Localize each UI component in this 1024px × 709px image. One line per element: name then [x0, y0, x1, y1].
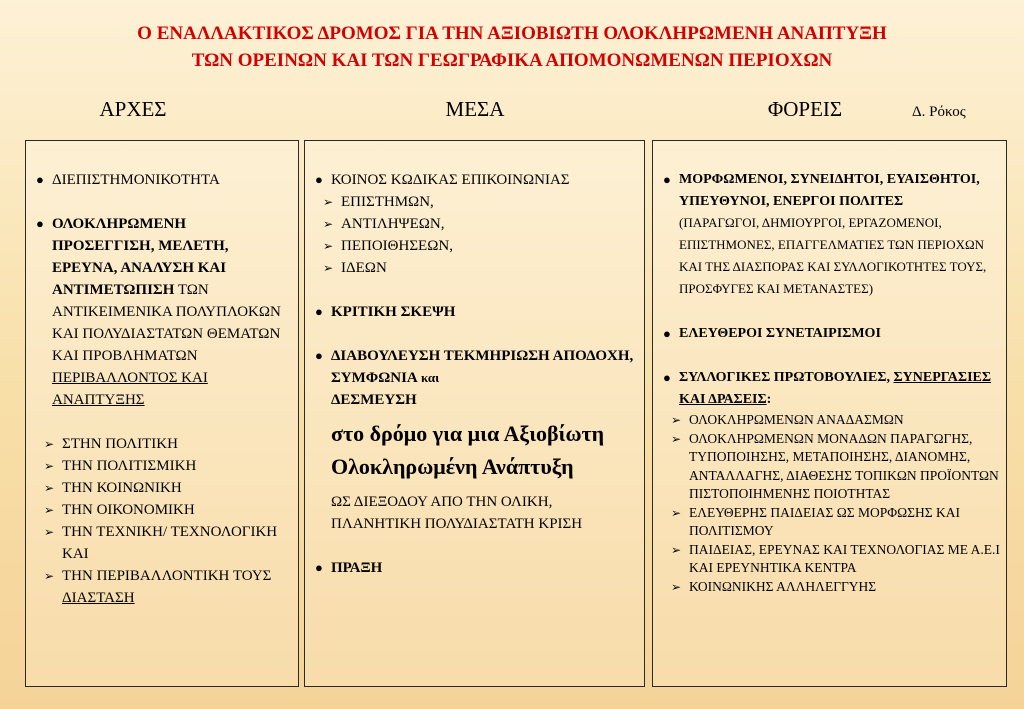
list-item: ➢ ΑΝΤΙΛΗΨΕΩΝ,: [315, 213, 638, 235]
author: Δ. Ρόκος: [912, 104, 966, 120]
page-title: [0, 20, 1024, 74]
principles-box: [25, 140, 299, 687]
list-item: ➢ ΚΟΙΝΩΝΙΚΗΣ ΑΛΛΗΛΕΓΓΥΗΣ: [663, 578, 1000, 597]
list-item: ➢ ΣΤΗΝ ΠΟΛΙΤΙΚΗ: [36, 433, 292, 455]
list-item: ● ΕΛΕΥΘΕΡΟΙ ΣΥΝΕΤΑΙΡΙΣΜΟΙ: [663, 323, 1000, 345]
means-box: [304, 140, 645, 687]
bullet-icon: ●: [663, 172, 671, 187]
list-item: ● ΠΡΑΞΗ: [315, 557, 638, 579]
arrow-bullet-icon: ➢: [323, 195, 334, 209]
list-item: ➢ ΤΗΝ ΟΙΚΟΝΟΜΙΚΗ: [36, 499, 292, 521]
list-item: ➢ ΤΗΝ ΠΟΛΙΤΙΣΜΙΚΗ: [36, 455, 292, 477]
bullet-icon: ●: [315, 304, 323, 319]
arrow-bullet-icon: ➢: [44, 503, 55, 517]
list-item: ➢ ΟΛΟΚΛΗΡΩΜΕΝΩΝ ΑΝΑΔΑΣΜΩΝ: [663, 411, 1000, 430]
bullet-icon: ●: [36, 172, 44, 187]
list-item: ➢ ΟΛΟΚΛΗΡΩΜΕΝΩΝ ΜΟΝΑΔΩΝ ΠΑΡΑΓΩΓΗΣ, ΤΥΠΟΠΟΙΗΣΗΣ, ΜΕΤΑΠΟΙΗΣΗΣ, ΔΙΑΝΟΜΗΣ, ΑΝΤΑΛΛΑΓΗΣ, ΔΙΑΘΕΣΗΣ ΤΟΠΙΚΩΝ ΠΡΟΪΟΝΤΩΝ ΠΙΣΤΟΠΟΙΗΜΕΝΗΣ ΠΟΙΟΤΗΤΑΣ: [671, 430, 999, 501]
arrow-bullet-icon: ➢: [44, 437, 55, 451]
highlight-text: στο δρόμο για μια Αξιοβίωτη Ολοκληρωμένη Ανάπτυξη: [331, 421, 605, 479]
list-item: ● ΟΛΟΚΛΗΡΩΜΕΝΗ ΠΡΟΣΕΓΓΙΣΗ, ΜΕΛΕΤΗ, ΕΡΕΥΝΑ, ΑΝΑΛΥΣΗ ΚΑΙ ΑΝΤΙΜΕΤΩΠΙΣΗ ΤΩΝ ΑΝΤΙΚΕΙΜΕΝΙΚΑ ΠΟΛΥΠΛΟΚΩΝ ΚΑΙ ΠΟΛΥΔΙΑΣΤΑΤΩΝ ΘΕΜΑΤΩΝ ΚΑΙ ΠΡΟΒΛΗΜΑΤΩΝ ΠΕΡΙΒΑΛΛΟΝΤΟΣ ΚΑΙ ΑΝΑΠΤΥΞΗΣ: [36, 213, 292, 411]
title-line-1: Ο ΕΝΑΛΛΑΚΤΙΚΟΣ ΔΡΟΜΟΣ ΓΙΑ ΤΗΝ ΑΞΙΟΒΙΩΤΗ ΟΛΟΚΛΗΡΩΜΕΝΗ ΑΝΑΠΤΥΞΗ: [137, 23, 887, 44]
arrow-bullet-icon: ➢: [44, 569, 55, 583]
arrow-bullet-icon: ➢: [323, 217, 334, 231]
arrow-bullet-icon: ➢: [44, 481, 55, 495]
arrow-bullet-icon: ➢: [671, 413, 682, 427]
note-text: ΩΣ ΔΙΕΞΟΔΟΥ ΑΠΟ ΤΗΝ ΟΛΙΚΗ, ΠΛΑΝΗΤΙΚΗ ΠΟΛΥΔΙΑΣΤΑΤΗ ΚΡΙΣΗ: [331, 494, 583, 532]
header-means: ΜΕΣΑ: [445, 97, 505, 121]
bullet-icon: ●: [315, 172, 323, 187]
list-item: ➢ ΤΗΝ ΤΕΧΝΙΚΗ/ ΤΕΧΝΟΛΟΓΙΚΗ ΚΑΙ: [36, 521, 292, 565]
header-agents: ΦΟΡΕΙΣ: [767, 97, 843, 121]
arrow-bullet-icon: ➢: [323, 261, 334, 275]
title-line-2: ΤΩΝ ΟΡΕΙΝΩΝ ΚΑΙ ΤΩΝ ΓΕΩΓΡΑΦΙΚΑ ΑΠΟΜΟΝΩΜΕΝΩΝ ΠΕΡΙΟΧΩΝ: [191, 50, 833, 71]
list-item: ● ΣΥΛΛΟΓΙΚΕΣ ΠΡΩΤΟΒΟΥΛΙΕΣ, ΣΥΝΕΡΓΑΣΙΕΣ ΚΑΙ ΔΡΑΣΕΙΣ:: [663, 367, 1000, 411]
list-item: ➢ ΠΑΙΔΕΙΑΣ, ΕΡΕΥΝΑΣ ΚΑΙ ΤΕΧΝΟΛΟΓΙΑΣ ΜΕ Α.Ε.Ι ΚΑΙ ΕΡΕΥΝΗΤΙΚΑ ΚΕΝΤΡΑ: [671, 541, 1000, 575]
arrow-bullet-icon: ➢: [671, 579, 682, 594]
bullet-icon: ●: [663, 370, 671, 385]
list-item: ● ΚΡΙΤΙΚΗ ΣΚΕΨΗ: [315, 301, 638, 323]
list-item: ➢ ΕΛΕΥΘΕΡΗΣ ΠΑΙΔΕΙΑΣ ΩΣ ΜΟΡΦΩΣΗΣ ΚΑΙ ΠΟΛΙΤΙΣΜΟΥ: [671, 504, 960, 538]
list-item: ➢ ΤΗΝ ΚΟΙΝΩΝΙΚΗ: [36, 477, 292, 499]
arrow-bullet-icon: ➢: [671, 505, 682, 520]
arrow-bullet-icon: ➢: [44, 525, 55, 539]
arrow-bullet-icon: ➢: [44, 459, 55, 473]
list-item: ➢ ΕΠΙΣΤΗΜΩΝ,: [315, 191, 638, 213]
bullet-icon: ●: [36, 216, 44, 231]
bullet-icon: ●: [315, 560, 323, 575]
list-item: ➢ ΠΕΠΟΙΘΗΣΕΩΝ,: [315, 235, 638, 257]
bullet-icon: ●: [315, 348, 323, 363]
list-item: ➢ ΙΔΕΩΝ: [315, 257, 638, 279]
list-item: ➢ ΤΗΝ ΠΕΡΙΒΑΛΛΟΝΤΙΚΗ ΤΟΥΣ ΔΙΑΣΤΑΣΗ: [36, 565, 292, 609]
list-item: ● ΔΙΑΒΟΥΛΕΥΣΗ ΤΕΚΜΗΡΙΩΣΗ ΑΠΟΔΟΧΗ, ΣΥΜΦΩΝΙΑ και ΔΕΣΜΕΥΣΗ: [315, 345, 638, 411]
list-item: ● ΚΟΙΝΟΣ ΚΩΔΙΚΑΣ ΕΠΙΚΟΙΝΩΝΙΑΣ: [315, 169, 638, 191]
list-item: ● ΔΙΕΠΙΣΤΗΜΟΝΙΚΟΤΗΤΑ: [36, 169, 292, 191]
list-item: ● ΜΟΡΦΩΜΕΝΟΙ, ΣΥΝΕΙΔΗΤΟΙ, ΕΥΑΙΣΘΗΤΟΙ, ΥΠΕΥΘΥΝΟΙ, ΕΝΕΡΓΟΙ ΠΟΛΙΤΕΣ (ΠΑΡΑΓΩΓΟΙ, ΔΗΜΙΟΥΡΓΟΙ, ΕΡΓΑΖΟΜΕΝΟΙ, ΕΠΙΣΤΗΜΟΝΕΣ, ΕΠΑΓΓΕΛΜΑΤΙΕΣ ΤΩΝ ΠΕΡΙΟΧΩΝ ΚΑΙ ΤΗΣ ΔΙΑΣΠΟΡΑΣ ΚΑΙ ΣΥΛΛΟΓΙΚΟΤΗΤΕΣ ΤΟΥΣ, ΠΡΟΣΦΥΓΕΣ ΚΑΙ ΜΕΤΑΝΑΣΤΕΣ): [663, 169, 1000, 301]
bullet-icon: ●: [663, 326, 671, 341]
header-principles: ΑΡΧΕΣ: [99, 97, 167, 121]
arrow-bullet-icon: ➢: [671, 431, 682, 446]
agents-box: [652, 140, 1007, 687]
arrow-bullet-icon: ➢: [323, 239, 334, 253]
arrow-bullet-icon: ➢: [671, 542, 682, 557]
